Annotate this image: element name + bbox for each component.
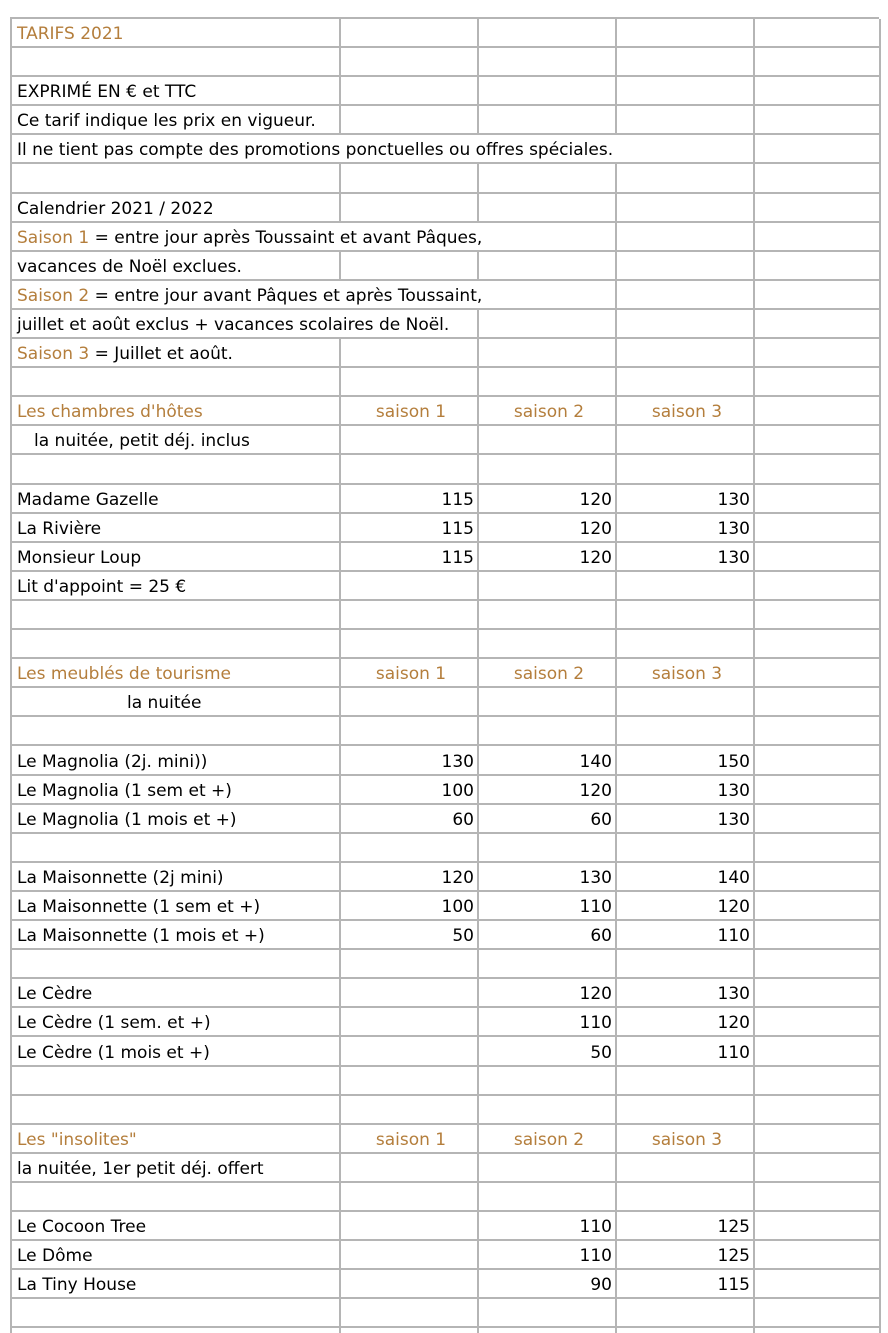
room-name: Madame Gazelle <box>17 489 159 510</box>
column-header-saison-3: saison 3 <box>651 1129 723 1150</box>
room-name: La Rivière <box>17 518 102 539</box>
table-row <box>12 805 879 834</box>
price-saison-1: 115 <box>441 547 474 568</box>
table-row <box>12 1270 879 1299</box>
calendar-title: Calendrier 2021 / 2022 <box>17 198 214 219</box>
table-row <box>12 747 879 776</box>
sheet-row <box>12 1154 879 1183</box>
price-saison-2: 120 <box>579 984 612 1005</box>
price-saison-3: 115 <box>717 1275 750 1296</box>
table-row <box>12 979 879 1008</box>
sheet-row <box>12 601 879 630</box>
table-row <box>12 1038 879 1067</box>
table-row <box>12 543 879 572</box>
section-title-meubles: Les meublés de tourisme <box>17 664 232 685</box>
price-saison-3: 130 <box>717 547 750 568</box>
column-header-saison-3: saison 3 <box>651 664 723 685</box>
season-1-label: Saison 1 <box>17 227 90 248</box>
price-saison-1 <box>342 1008 474 1035</box>
price-saison-1: 60 <box>452 809 474 830</box>
sheet-row <box>12 223 879 252</box>
price-saison-2: 50 <box>590 1042 612 1063</box>
table-row <box>12 1212 879 1241</box>
price-saison-1: 120 <box>441 867 474 888</box>
season-3-definition <box>17 339 233 366</box>
price-saison-2: 130 <box>579 867 612 888</box>
table-row <box>12 485 879 514</box>
column-divider <box>879 19 881 1333</box>
price-saison-1: 115 <box>441 518 474 539</box>
season-2-label: Saison 2 <box>17 285 90 306</box>
price-saison-3: 130 <box>717 984 750 1005</box>
sheet-row <box>12 1067 879 1096</box>
extra-bed-note: Lit d'appoint = 25 € <box>17 576 187 597</box>
column-header-saison-3: saison 3 <box>651 402 723 423</box>
rental-name: La Maisonnette (1 mois et +) <box>17 926 265 947</box>
sheet-row <box>12 688 879 717</box>
season-3-text: = Juillet et août. <box>89 344 233 365</box>
table-row <box>12 1241 879 1270</box>
table-row <box>12 863 879 892</box>
rental-name: La Maisonnette (2j mini) <box>17 867 224 888</box>
table-row <box>12 892 879 921</box>
price-saison-1 <box>342 979 474 1006</box>
price-saison-1 <box>342 1038 474 1065</box>
season-2-continuation: juillet et août exclus + vacances scolaires de Noël. <box>17 310 453 337</box>
price-saison-1: 115 <box>441 489 474 510</box>
sheet-row <box>12 456 879 485</box>
section-header-row <box>12 1125 879 1154</box>
rental-name: Le Magnolia (2j. mini)) <box>17 751 208 772</box>
season-1-text: = entre jour après Toussaint et avant Pâques, <box>89 227 483 248</box>
section-title-chambres: Les chambres d'hôtes <box>17 402 203 423</box>
section-title-insolites: Les "insolites" <box>17 1129 137 1150</box>
table-row <box>12 776 879 805</box>
intro-text: Il ne tient pas compte des promotions ponctuelles ou offres spéciales. <box>17 135 617 162</box>
rental-name: Le Magnolia (1 mois et +) <box>17 809 237 830</box>
intro-text: Ce tarif indique les prix en vigueur. <box>17 106 320 133</box>
table-row <box>12 921 879 950</box>
season-2-definition <box>17 281 486 308</box>
sheet-row <box>12 339 879 368</box>
price-saison-3: 125 <box>717 1246 750 1267</box>
lodging-name: La Tiny House <box>17 1275 137 1296</box>
page-title: TARIFS 2021 <box>17 24 124 44</box>
price-saison-1: 130 <box>441 751 474 772</box>
price-saison-2: 120 <box>579 518 612 539</box>
rental-name: Le Cèdre <box>17 984 93 1005</box>
price-saison-3: 120 <box>717 897 750 917</box>
price-saison-2: 110 <box>579 897 612 917</box>
sheet-row <box>12 630 879 659</box>
intro-currency: EXPRIMÉ EN € et TTC <box>17 82 197 103</box>
price-saison-2: 140 <box>579 751 612 772</box>
table-row <box>12 514 879 543</box>
price-saison-1 <box>342 1212 474 1239</box>
sheet-row <box>12 368 879 397</box>
sheet-row <box>12 717 879 746</box>
price-saison-3: 110 <box>717 926 750 947</box>
column-header-saison-1: saison 1 <box>375 1129 447 1150</box>
sheet-row <box>12 1299 879 1328</box>
section-subtitle: la nuitée <box>127 693 202 714</box>
price-saison-2: 120 <box>579 547 612 568</box>
price-saison-3: 120 <box>717 1013 750 1034</box>
table-row <box>12 1008 879 1037</box>
section-subtitle: la nuitée, petit déj. inclus <box>34 431 250 452</box>
rental-name: Le Magnolia (1 sem et +) <box>17 780 232 801</box>
price-saison-3: 130 <box>717 489 750 510</box>
lodging-name: Le Dôme <box>17 1246 93 1267</box>
section-header-row <box>12 659 879 688</box>
sheet-row <box>12 1183 879 1212</box>
column-header-saison-2: saison 2 <box>513 402 585 423</box>
room-name: Monsieur Loup <box>17 547 142 568</box>
price-saison-2: 60 <box>590 809 612 830</box>
price-saison-2: 120 <box>579 780 612 801</box>
season-1-definition <box>17 223 486 250</box>
sheet-row <box>12 572 879 601</box>
price-saison-1 <box>342 1241 474 1268</box>
price-saison-2: 120 <box>579 489 612 510</box>
price-saison-2: 110 <box>579 1246 612 1267</box>
price-saison-3: 110 <box>717 1042 750 1063</box>
sheet-row <box>12 252 879 281</box>
season-1-continuation: vacances de Noël exclues. <box>17 256 242 277</box>
price-saison-3: 125 <box>717 1217 750 1238</box>
rental-name: Le Cèdre (1 mois et +) <box>17 1042 210 1063</box>
column-header-saison-2: saison 2 <box>513 664 585 685</box>
sheet-row <box>12 165 879 194</box>
sheet-row <box>12 135 879 164</box>
price-saison-2: 110 <box>579 1217 612 1238</box>
section-subtitle: la nuitée, 1er petit déj. offert <box>17 1154 268 1181</box>
price-saison-3: 130 <box>717 809 750 830</box>
price-saison-1: 50 <box>452 926 474 947</box>
sheet-row <box>12 1096 879 1125</box>
column-header-saison-1: saison 1 <box>375 664 447 685</box>
sheet-row <box>12 19 879 48</box>
sheet-row <box>12 834 879 863</box>
sheet-row <box>12 48 879 77</box>
price-saison-3: 130 <box>717 780 750 801</box>
price-saison-1 <box>342 1270 474 1297</box>
season-3-label: Saison 3 <box>17 344 90 365</box>
price-saison-1: 100 <box>441 780 474 801</box>
rental-name: Le Cèdre (1 sem. et +) <box>17 1013 211 1034</box>
column-header-saison-1: saison 1 <box>375 402 447 423</box>
sheet-row <box>12 426 879 455</box>
column-header-saison-2: saison 2 <box>513 1129 585 1150</box>
price-saison-1: 100 <box>441 897 474 917</box>
price-saison-3: 140 <box>717 867 750 888</box>
price-saison-3: 130 <box>717 518 750 539</box>
spreadsheet <box>10 17 879 1333</box>
sheet-row <box>12 310 879 339</box>
sheet-row <box>12 950 879 979</box>
season-2-text: = entre jour avant Pâques et après Toussaint, <box>89 285 483 306</box>
price-saison-2: 110 <box>579 1013 612 1034</box>
sheet-row <box>12 281 879 310</box>
lodging-name: Le Cocoon Tree <box>17 1217 147 1238</box>
price-saison-2: 60 <box>590 926 612 947</box>
price-saison-2: 90 <box>590 1275 612 1296</box>
rental-name: La Maisonnette (1 sem et +) <box>17 897 261 917</box>
sheet-row <box>12 106 879 135</box>
sheet-row <box>12 77 879 106</box>
price-saison-3: 150 <box>717 751 750 772</box>
sheet-row <box>12 194 879 223</box>
section-header-row <box>12 397 879 426</box>
